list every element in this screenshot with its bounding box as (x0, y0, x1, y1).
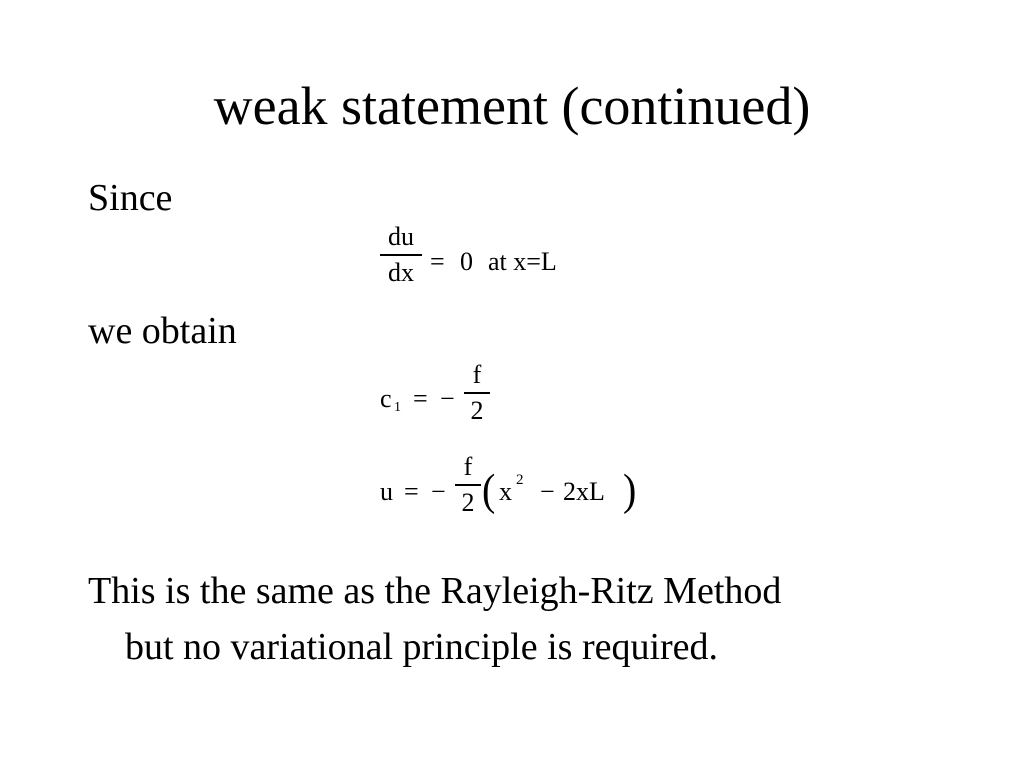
u-variable: u (380, 477, 393, 506)
u-numerator: f (463, 452, 473, 481)
inner-minus-sign: − (540, 477, 555, 506)
conclusion-line-2: but no variational principle is required. (125, 626, 719, 668)
open-paren: ( (482, 464, 496, 515)
conclusion-line-1: This is the same as the Rayleigh-Ritz Method (88, 570, 782, 612)
fraction-bar (380, 254, 422, 256)
since-label: Since (88, 177, 173, 219)
boundary-condition: at x=L (488, 247, 557, 276)
minus-sign: − (440, 384, 455, 413)
term-2xl: 2xL (563, 477, 605, 506)
derivative-fraction (380, 222, 422, 288)
slide-title: weak statement (continued) (213, 76, 811, 136)
c1-fraction (464, 360, 490, 426)
minus-sign: − (431, 477, 446, 506)
close-paren: ) (623, 464, 637, 515)
rhs-value: 0 (460, 247, 473, 276)
c1-numerator: f (472, 360, 482, 389)
x-exponent: 2 (516, 472, 524, 488)
c-subscript: 1 (394, 400, 401, 415)
fraction-bar (455, 484, 481, 486)
c-variable: c (380, 384, 392, 413)
equals-sign: = (413, 384, 428, 413)
equals-sign: = (430, 247, 445, 276)
u-fraction (455, 452, 481, 518)
obtain-label: we obtain (88, 310, 237, 352)
fraction-bar (464, 392, 490, 394)
derivative-numerator: du (388, 222, 414, 251)
u-denominator: 2 (461, 488, 475, 517)
equals-sign: = (404, 477, 419, 506)
x-variable: x (499, 477, 512, 506)
derivative-denominator: dx (388, 258, 414, 287)
c1-denominator: 2 (470, 396, 484, 425)
